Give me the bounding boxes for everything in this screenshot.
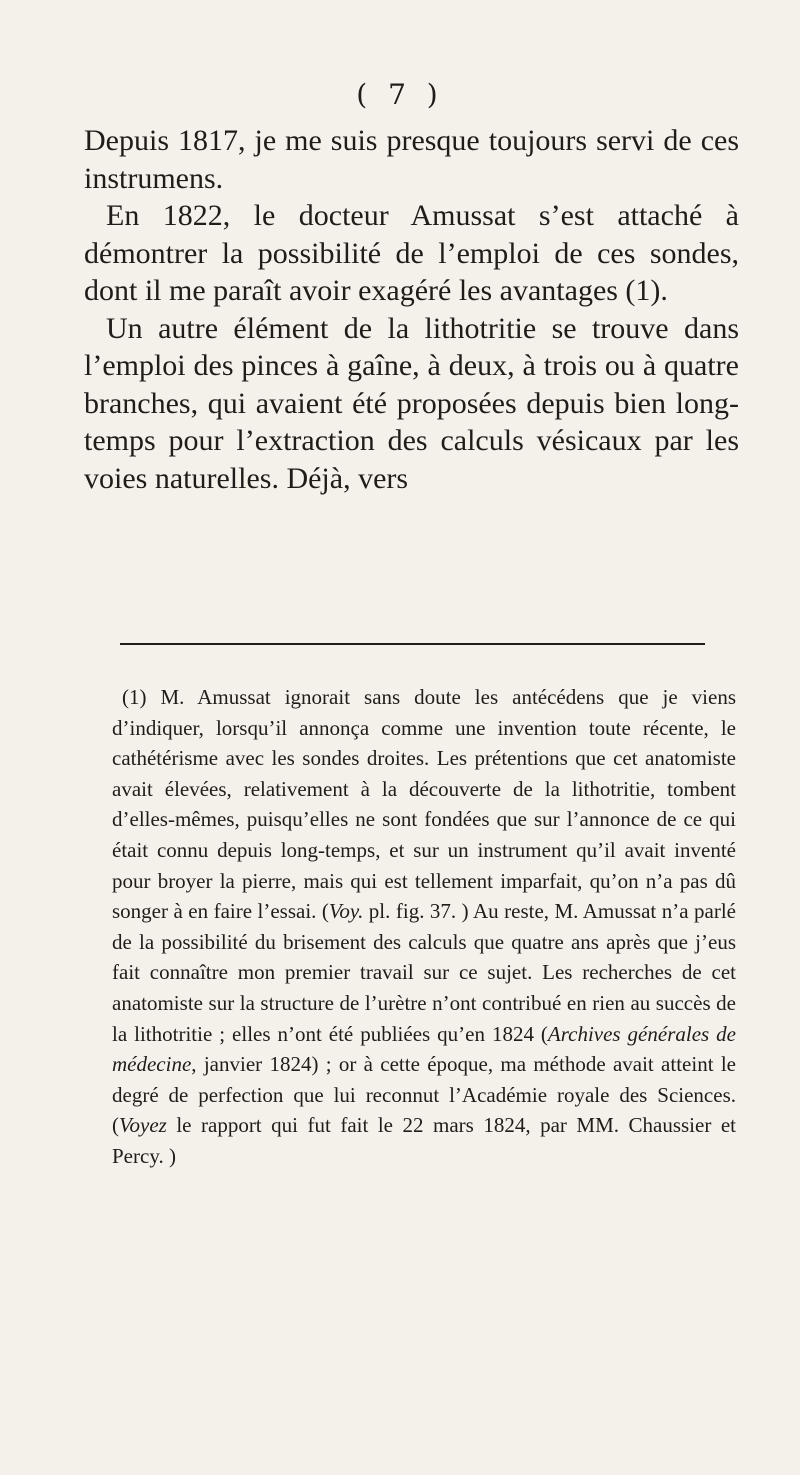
footnote-ref-1: pl. fig. 37. ) Au reste, M. Amussat n’a parlé de la possibilité du brisement des calculs que quatre ans après que j’eus fait connaître mon premier travail sur ce sujet. Les recherches de cet anatomiste sur la structure de l’urètre n’ont contribué en rien au succès de la lithotritie ; elles n’ont été publiées qu’en 1824 ( — [112, 899, 737, 1046]
footnote-ending: le rapport qui fut fait le 22 mars 1824, par MM. Chaussier et Percy. ) — [112, 1113, 736, 1168]
footnote-after-journal: , janvier 1824) ; or à cette époque, ma méthode avait atteint le degré de perfection que lui reconnut l’Académie royale des Sciences. ( — [112, 1052, 736, 1138]
paragraph: Depuis 1817, je me suis presque toujours servi de ces instrumens. — [84, 124, 739, 195]
paragraph: En 1822, le docteur Amussat s’est attaché à démontrer la possibilité de l’emploi de ces sondes, dont il me paraît avoir exagéré les avantages (1). — [84, 199, 739, 307]
footnote-voy-1: Voy. — [328, 899, 364, 924]
page-number: ( 7 ) — [356, 78, 444, 111]
footnote — [112, 682, 736, 1172]
main-text — [84, 122, 739, 497]
footnote-text — [112, 682, 736, 1172]
footnote-divider — [120, 643, 705, 645]
footnote-voy-2: Voyez — [119, 1113, 167, 1138]
footnote-lead: M. Amussat ignorait sans doute les antécédens que je viens d’indiquer, lorsqu’il annonça comme une invention toute récente, le cathétérisme avec les sondes droites. Les prétentions que cet anatomiste avait élevées, relativement à la découverte de la lithotritie, tombent d’elles-mêmes, puisqu’elles ne sont fondées que sur l’annonce de ce qui était connu depuis long-temps, et sur un instrument qu’il avait inventé pour broyer la pierre, mais qui est tellement imparfait, qu’on n’a pas dû songer à en faire l’essai. ( — [112, 685, 736, 924]
paragraph: Un autre élément de la lithotritie se trouve dans l’emploi des pinces à gaîne, à deux, à trois ou à quatre branches, qui avaient été proposées depuis bien long-temps pour l’extraction des calculs vésicaux par les voies naturelles. Déjà, vers — [84, 311, 739, 495]
footnote-journal-title: Archives générales de médecine — [112, 1021, 736, 1077]
footnote-marker: (1) — [122, 685, 147, 709]
